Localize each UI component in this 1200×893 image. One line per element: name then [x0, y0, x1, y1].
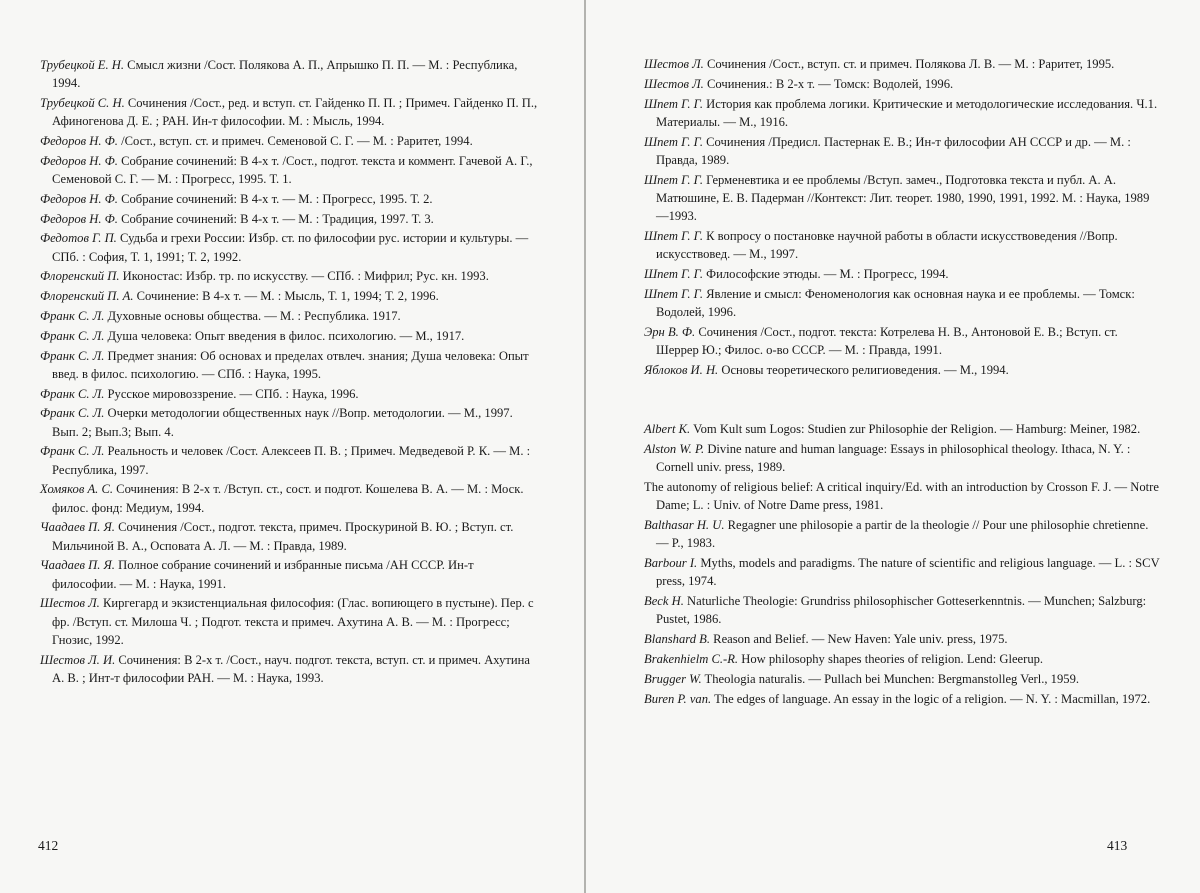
bibliography-entry	[40, 480, 540, 516]
bibliography-entry	[40, 132, 540, 150]
entry-text: Сочинения: В 2-х т. /Вступ. ст., сост. и подгот. Кошелева В. А. — М. : Моск. филос. фонд: Медиум, 1994.	[52, 482, 524, 515]
bibliography-entry	[40, 385, 540, 403]
entry-text: Реальность и человек /Сост. Алексеев П. В. ; Примеч. Медведевой Р. К. — М. : Республика, 1997.	[52, 444, 531, 477]
bibliography-entry	[644, 478, 1160, 514]
entry-text: Theologia naturalis. — Pullach bei Munchen: Bergmanstolleg Verl., 1959.	[701, 671, 1080, 686]
bibliography-entry	[644, 592, 1160, 628]
entry-author: Эрн В. Ф.	[644, 324, 696, 339]
entry-text: Divine nature and human language: Essays in philosophical theology. Ithaca, N. Y. : Cornell univ. press, 1989.	[656, 442, 1131, 475]
right-page	[587, 0, 1200, 893]
entry-author: Чаадаев П. Я.	[40, 558, 115, 573]
entry-text: The edges of language. An essay in the logic of a religion. — N. Y. : Macmillan, 1972.	[711, 691, 1151, 706]
entry-author: Франк С. Л.	[40, 444, 105, 459]
entry-text: Сочинения /Предисл. Пастернак Е. В.; Ин-т философии АН СССР и др. — М. : Правда, 1989.	[656, 134, 1131, 167]
bibliography-entry	[40, 152, 540, 188]
bibliography-entry	[40, 56, 540, 92]
entry-author: Федоров Н. Ф.	[40, 191, 118, 206]
entry-text: Основы теоретического религиоведения. — М., 1994.	[718, 362, 1009, 377]
bibliography-entry	[40, 556, 540, 592]
entry-text: Reason and Belief. — New Haven: Yale univ. press, 1975.	[710, 632, 1008, 647]
entry-text: Naturliche Theologie: Grundriss philosophischer Gotteserkenntnis. — Munchen; Salzburg: Pustet, 1986.	[656, 594, 1147, 627]
bibliography-entry	[644, 95, 1160, 131]
entry-author: Balthasar H. U.	[644, 518, 725, 533]
entry-author: Яблоков И. Н.	[644, 362, 719, 377]
entry-author: Шестов Л.	[644, 76, 704, 91]
entry-text: Душа человека: Опыт введения в филос. психологию. — М., 1917.	[104, 328, 465, 343]
entry-text: Судьба и грехи России: Избр. ст. по философии рус. истории и культуры. — СПб. : София, Т. 1, 1991; Т. 2, 1992.	[52, 231, 529, 264]
entry-text: Смысл жизни /Сост. Полякова А. П., Апрышко П. П. — М. : Республика, 1994.	[52, 58, 518, 91]
entry-text: Русское мировоззрение. — СПб. : Наука, 1996.	[104, 386, 359, 401]
entry-text: Vom Kult sum Logos: Studien zur Philosophie der Religion. — Hamburg: Meiner, 1982.	[690, 422, 1141, 437]
bibliography-entry	[644, 440, 1160, 476]
entry-author: Франк С. Л.	[40, 406, 105, 421]
entry-author: Федоров Н. Ф.	[40, 153, 118, 168]
bibliography-entry	[40, 287, 540, 305]
bibliography-entry	[40, 518, 540, 554]
entry-author: Barbour I.	[644, 556, 698, 571]
entry-text: Сочинения /Сост., вступ. ст. и примеч. Полякова Л. В. — М. : Раритет, 1995.	[703, 57, 1115, 71]
entry-text: Полное собрание сочинений и избранные письма /АН СССР. Ин-т философии. — М. : Наука, 1991.	[52, 558, 474, 591]
entry-author: Шестов Л.	[40, 596, 100, 611]
entry-author: Флоренский П. А.	[40, 289, 134, 304]
entry-author: Франк С. Л.	[40, 308, 105, 323]
entry-author: Brugger W.	[644, 671, 702, 686]
entry-text: Очерки методологии общественных наук //Вопр. методологии. — М., 1997. Вып. 2; Вып.3; Вып. 4.	[52, 406, 513, 439]
bibliography-entry	[40, 229, 540, 265]
entry-author: Buren P. van.	[644, 691, 712, 706]
entry-text: Собрание сочинений: В 4-х т. — М. : Прогресс, 1995. Т. 2.	[117, 191, 433, 206]
entry-author: Alston W. P.	[644, 442, 705, 457]
bibliography-entry	[40, 190, 540, 208]
section-gap	[644, 380, 1160, 420]
entry-author: Шпет Г. Г.	[644, 134, 703, 149]
entry-author: Федоров Н. Ф.	[40, 211, 118, 226]
entry-text: Явление и смысл: Феноменология как основная наука и ее проблемы. — Томск: Водолей, 1996.	[656, 286, 1135, 319]
bibliography-entry	[40, 327, 540, 345]
bibliography-list-right	[644, 55, 1160, 709]
entry-text: Сочинения /Сост., ред. и вступ. ст. Гайденко П. П. ; Примеч. Гайденко П. П., Афиногенова Д. Е. ; РАН. Ин-т философии. М. : Мысль, 1994.	[52, 96, 538, 129]
entry-author: Шпет Г. Г.	[644, 228, 703, 243]
bibliography-entry	[40, 94, 540, 130]
bibliography-entry	[644, 420, 1160, 438]
bibliography-entry	[40, 594, 540, 649]
bibliography-list-russian	[644, 55, 1160, 379]
bibliography-entry	[40, 651, 540, 687]
page-gutter	[584, 0, 586, 893]
page-number-left: 412	[38, 838, 59, 853]
bibliography-entry	[644, 650, 1160, 668]
entry-author: Beck H.	[644, 594, 684, 609]
bibliography-entry	[40, 307, 540, 325]
entry-text: Герменевтика и ее проблемы /Вступ. замеч., Подготовка текста и публ. А. А. Матюшине, Е. В. Падерман //Контекст: Лит. теорет. 1980, 1990, 1991, 1992. М. : Наука, 1989—1993.	[656, 172, 1150, 223]
entry-author: Brakenhielm C.-R.	[644, 651, 739, 666]
entry-author: Трубецкой Е. Н.	[40, 58, 125, 72]
entry-text: Иконостас: Избр. тр. по искусству. — СПб. : Мифрил; Рус. кн. 1993.	[119, 269, 489, 284]
bibliography-list-left	[40, 56, 540, 689]
entry-text: К вопросу о постановке научной работы в области искусствоведения //Вопр. искусствовед. — М., 1997.	[656, 228, 1118, 261]
entry-text: Собрание сочинений: В 4-х т. — М. : Традиция, 1997. Т. 3.	[117, 211, 434, 226]
entry-text: Киргегард и экзистенциальная философия: (Глас. вопиющего в пустыне). Пер. с фр. /Вступ. ст. Милоша Ч. ; Подгот. текста и примеч. Ахутина А. В. — М. : Прогресс; Гнозис, 1992.	[52, 596, 534, 647]
bibliography-entry	[644, 554, 1160, 590]
entry-author: Федотов Г. П.	[40, 231, 117, 246]
bibliography-entry	[644, 265, 1160, 283]
entry-author: Шестов Л. И.	[40, 652, 116, 667]
entry-text: Философские этюды. — М. : Прогресс, 1994.	[702, 266, 949, 281]
entry-text: Myths, models and paradigms. The nature of scientific and religious language. — L. : SCV press, 1974.	[656, 556, 1160, 589]
entry-author: Франк С. Л.	[40, 386, 105, 401]
bibliography-entry	[40, 442, 540, 478]
entry-author: Франк С. Л.	[40, 348, 105, 363]
entry-author: Шестов Л.	[644, 57, 704, 71]
bibliography-entry	[644, 670, 1160, 688]
entry-author: Шпет Г. Г.	[644, 266, 703, 281]
entry-author: Трубецкой С. Н.	[40, 96, 125, 110]
bibliography-entry	[644, 285, 1160, 321]
entry-text: Собрание сочинений: В 4-х т. /Сост., подгот. текста и коммент. Гачевой А. Г., Семеновой С. Г. — М. : Прогресс, 1995. Т. 1.	[52, 153, 533, 186]
entry-text: Сочинения: В 2-х т. /Сост., науч. подгот. текста, вступ. ст. и примеч. Ахутина А. В. ; Инт-т философии РАН. — М. : Наука, 1993.	[52, 652, 530, 685]
bibliography-entry	[644, 516, 1160, 552]
entry-text: Regagner une philosopie a partir de la theologie // Pour une philosophie chretienne. — P., 1983.	[656, 518, 1149, 551]
bibliography-entry	[644, 323, 1160, 359]
bibliography-entry	[644, 630, 1160, 648]
bibliography-entry	[40, 210, 540, 228]
bibliography-list-latin	[644, 420, 1160, 707]
entry-text: Предмет знания: Об основах и пределах отвлеч. знания; Душа человека: Опыт введ. в филос. психологию. — СПб. : Наука, 1995.	[52, 348, 529, 381]
entry-text: История как проблема логики. Критические и методологические исследования. Ч.1. Материалы. — М., 1916.	[656, 96, 1158, 129]
bibliography-entry	[40, 347, 540, 383]
bibliography-entry	[644, 690, 1160, 708]
entry-author: Чаадаев П. Я.	[40, 520, 115, 535]
entry-text: Сочинения /Сост., подгот. текста: Котрелева Н. В., Антоновой Е. В.; Вступ. ст. Шеррер Ю.; Филос. о-во СССР. — М. : Правда, 1991.	[656, 324, 1118, 357]
entry-author: Флоренский П.	[40, 269, 120, 284]
entry-text: Сочинение: В 4-х т. — М. : Мысль, Т. 1, 1994; Т. 2, 1996.	[133, 289, 439, 304]
entry-text: Духовные основы общества. — М. : Республика. 1917.	[104, 308, 401, 323]
entry-author: Шпет Г. Г.	[644, 286, 703, 301]
bibliography-entry	[644, 55, 1160, 73]
bibliography-entry	[644, 171, 1160, 226]
entry-author: Blanshard B.	[644, 632, 711, 647]
bibliography-entry	[644, 133, 1160, 169]
entry-text: /Сост., вступ. ст. и примеч. Семеновой С. Г. — М. : Раритет, 1994.	[117, 134, 473, 148]
entry-author: Хомяков А. С.	[40, 482, 114, 497]
bibliography-entry	[40, 267, 540, 285]
bibliography-entry	[644, 361, 1160, 379]
entry-author: Шпет Г. Г.	[644, 172, 703, 187]
entry-text: Сочинения.: В 2-х т. — Томск: Водолей, 1996.	[703, 76, 954, 91]
entry-text: Сочинения /Сост., подгот. текста, примеч. Проскуриной В. Ю. ; Вступ. ст. Мильчиной В. А., Осповата А. Л. — М. : Правда, 1989.	[52, 520, 514, 553]
bibliography-entry	[40, 404, 540, 440]
entry-text: How philosophy shapes theories of religion. Lend: Gleerup.	[738, 651, 1044, 666]
left-page	[0, 0, 585, 893]
entry-text: The autonomy of religious belief: A critical inquiry/Ed. with an introduction by Crosson F. J. — Notre Dame; L. : Univ. of Notre Dame press, 1981.	[644, 480, 1159, 513]
page-number-right: 413	[1107, 838, 1128, 853]
entry-author: Шпет Г. Г.	[644, 96, 703, 111]
entry-author: Федоров Н. Ф.	[40, 134, 118, 148]
bibliography-entry	[644, 75, 1160, 93]
entry-author: Франк С. Л.	[40, 328, 105, 343]
bibliography-entry	[644, 227, 1160, 263]
entry-author: Albert K.	[644, 422, 691, 437]
